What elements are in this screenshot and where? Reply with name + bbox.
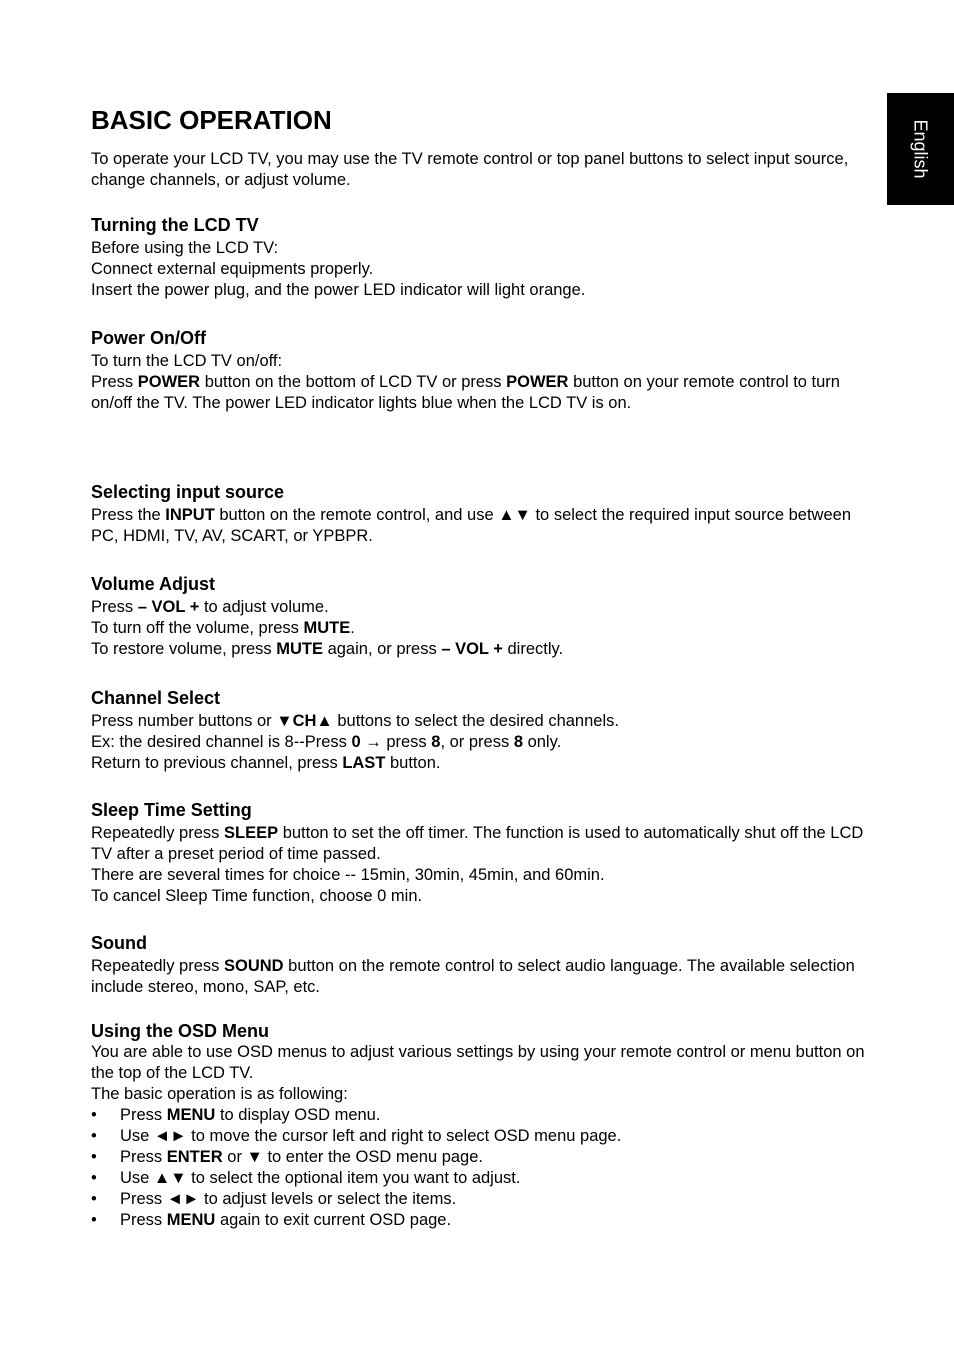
text-line: Ex: the desired channel is 8--Press 0 → press 8, or press 8 only. [91,733,562,751]
section-volume [91,573,871,660]
text-line: To restore volume, press MUTE again, or press – VOL + directly. [91,640,564,658]
section-title: Sleep Time Setting [91,800,252,820]
list-item: • Press ◄► to adjust levels or select the items. [91,1189,871,1210]
text-line: Press the INPUT button on the remote control, and use ▲▼ to select the required input source between PC, HDMI, TV, AV, SCART, or YPBPR. [91,506,852,545]
text-line: Press POWER button on the bottom of LCD TV or press POWER button on your remote control to turn on/off the TV. The power LED indicator lights blue when the LCD TV is on. [91,373,840,412]
text-line: Repeatedly press SOUND button on the remote control to select audio language. The available selection include stereo, mono, SAP, etc. [91,957,855,996]
section-turning-on [91,214,871,301]
list-item: • Use ▲▼ to select the optional item you want to adjust. [91,1168,871,1189]
section-title: Power On/Off [91,328,207,348]
section-power [91,327,871,414]
text-line: Return to previous channel, press LAST button. [91,754,441,772]
list-item: • Press MENU again to exit current OSD page. [91,1210,871,1231]
text-line: The basic operation is as following: [91,1085,348,1103]
osd-steps-list [91,1105,871,1231]
section-title: Channel Select [91,688,221,708]
text-line: To turn off the volume, press MUTE. [91,619,355,637]
text-line: To cancel Sleep Time function, choose 0 min. [91,887,423,905]
text-line: Press number buttons or ▼CH▲ buttons to select the desired channels. [91,712,619,730]
list-item: • Press ENTER or ▼ to enter the OSD menu page. [91,1147,871,1168]
text-line: Insert the power plug, and the power LED indicator will light orange. [91,281,586,299]
section-title: Using the OSD Menu [91,1021,270,1041]
text-line: Before using the LCD TV: [91,239,279,257]
section-title: Selecting input source [91,482,285,502]
intro-paragraph: To operate your LCD TV, you may use the TV remote control or top panel buttons to select input source, change channels, or adjust volume. [91,150,849,189]
text-line: Press – VOL + to adjust volume. [91,598,329,616]
section-input-source [91,481,871,547]
list-item: • Press MENU to display OSD menu. [91,1105,871,1126]
section-title: Sound [91,933,147,953]
language-tab [887,93,954,205]
text-line: Connect external equipments properly. [91,260,374,278]
section-channel [91,687,871,774]
section-title: Turning the LCD TV [91,215,259,235]
section-sleep [91,799,871,907]
language-tab-label: English [910,119,931,179]
text-line: You are able to use OSD menus to adjust various settings by using your remote control or menu button on the top of the LCD TV. [91,1043,865,1082]
text-line: There are several times for choice -- 15min, 30min, 45min, and 60min. [91,866,605,884]
section-osd [91,1020,871,1231]
section-title: Volume Adjust [91,574,216,594]
text-line: To turn the LCD TV on/off: [91,352,283,370]
list-item: • Use ◄► to move the cursor left and right to select OSD menu page. [91,1126,871,1147]
section-sound [91,932,871,998]
text-line: Repeatedly press SLEEP button to set the off timer. The function is used to automatically shut off the LCD TV after a preset period of time passed. [91,824,864,863]
page-title: BASIC OPERATION [91,105,332,135]
